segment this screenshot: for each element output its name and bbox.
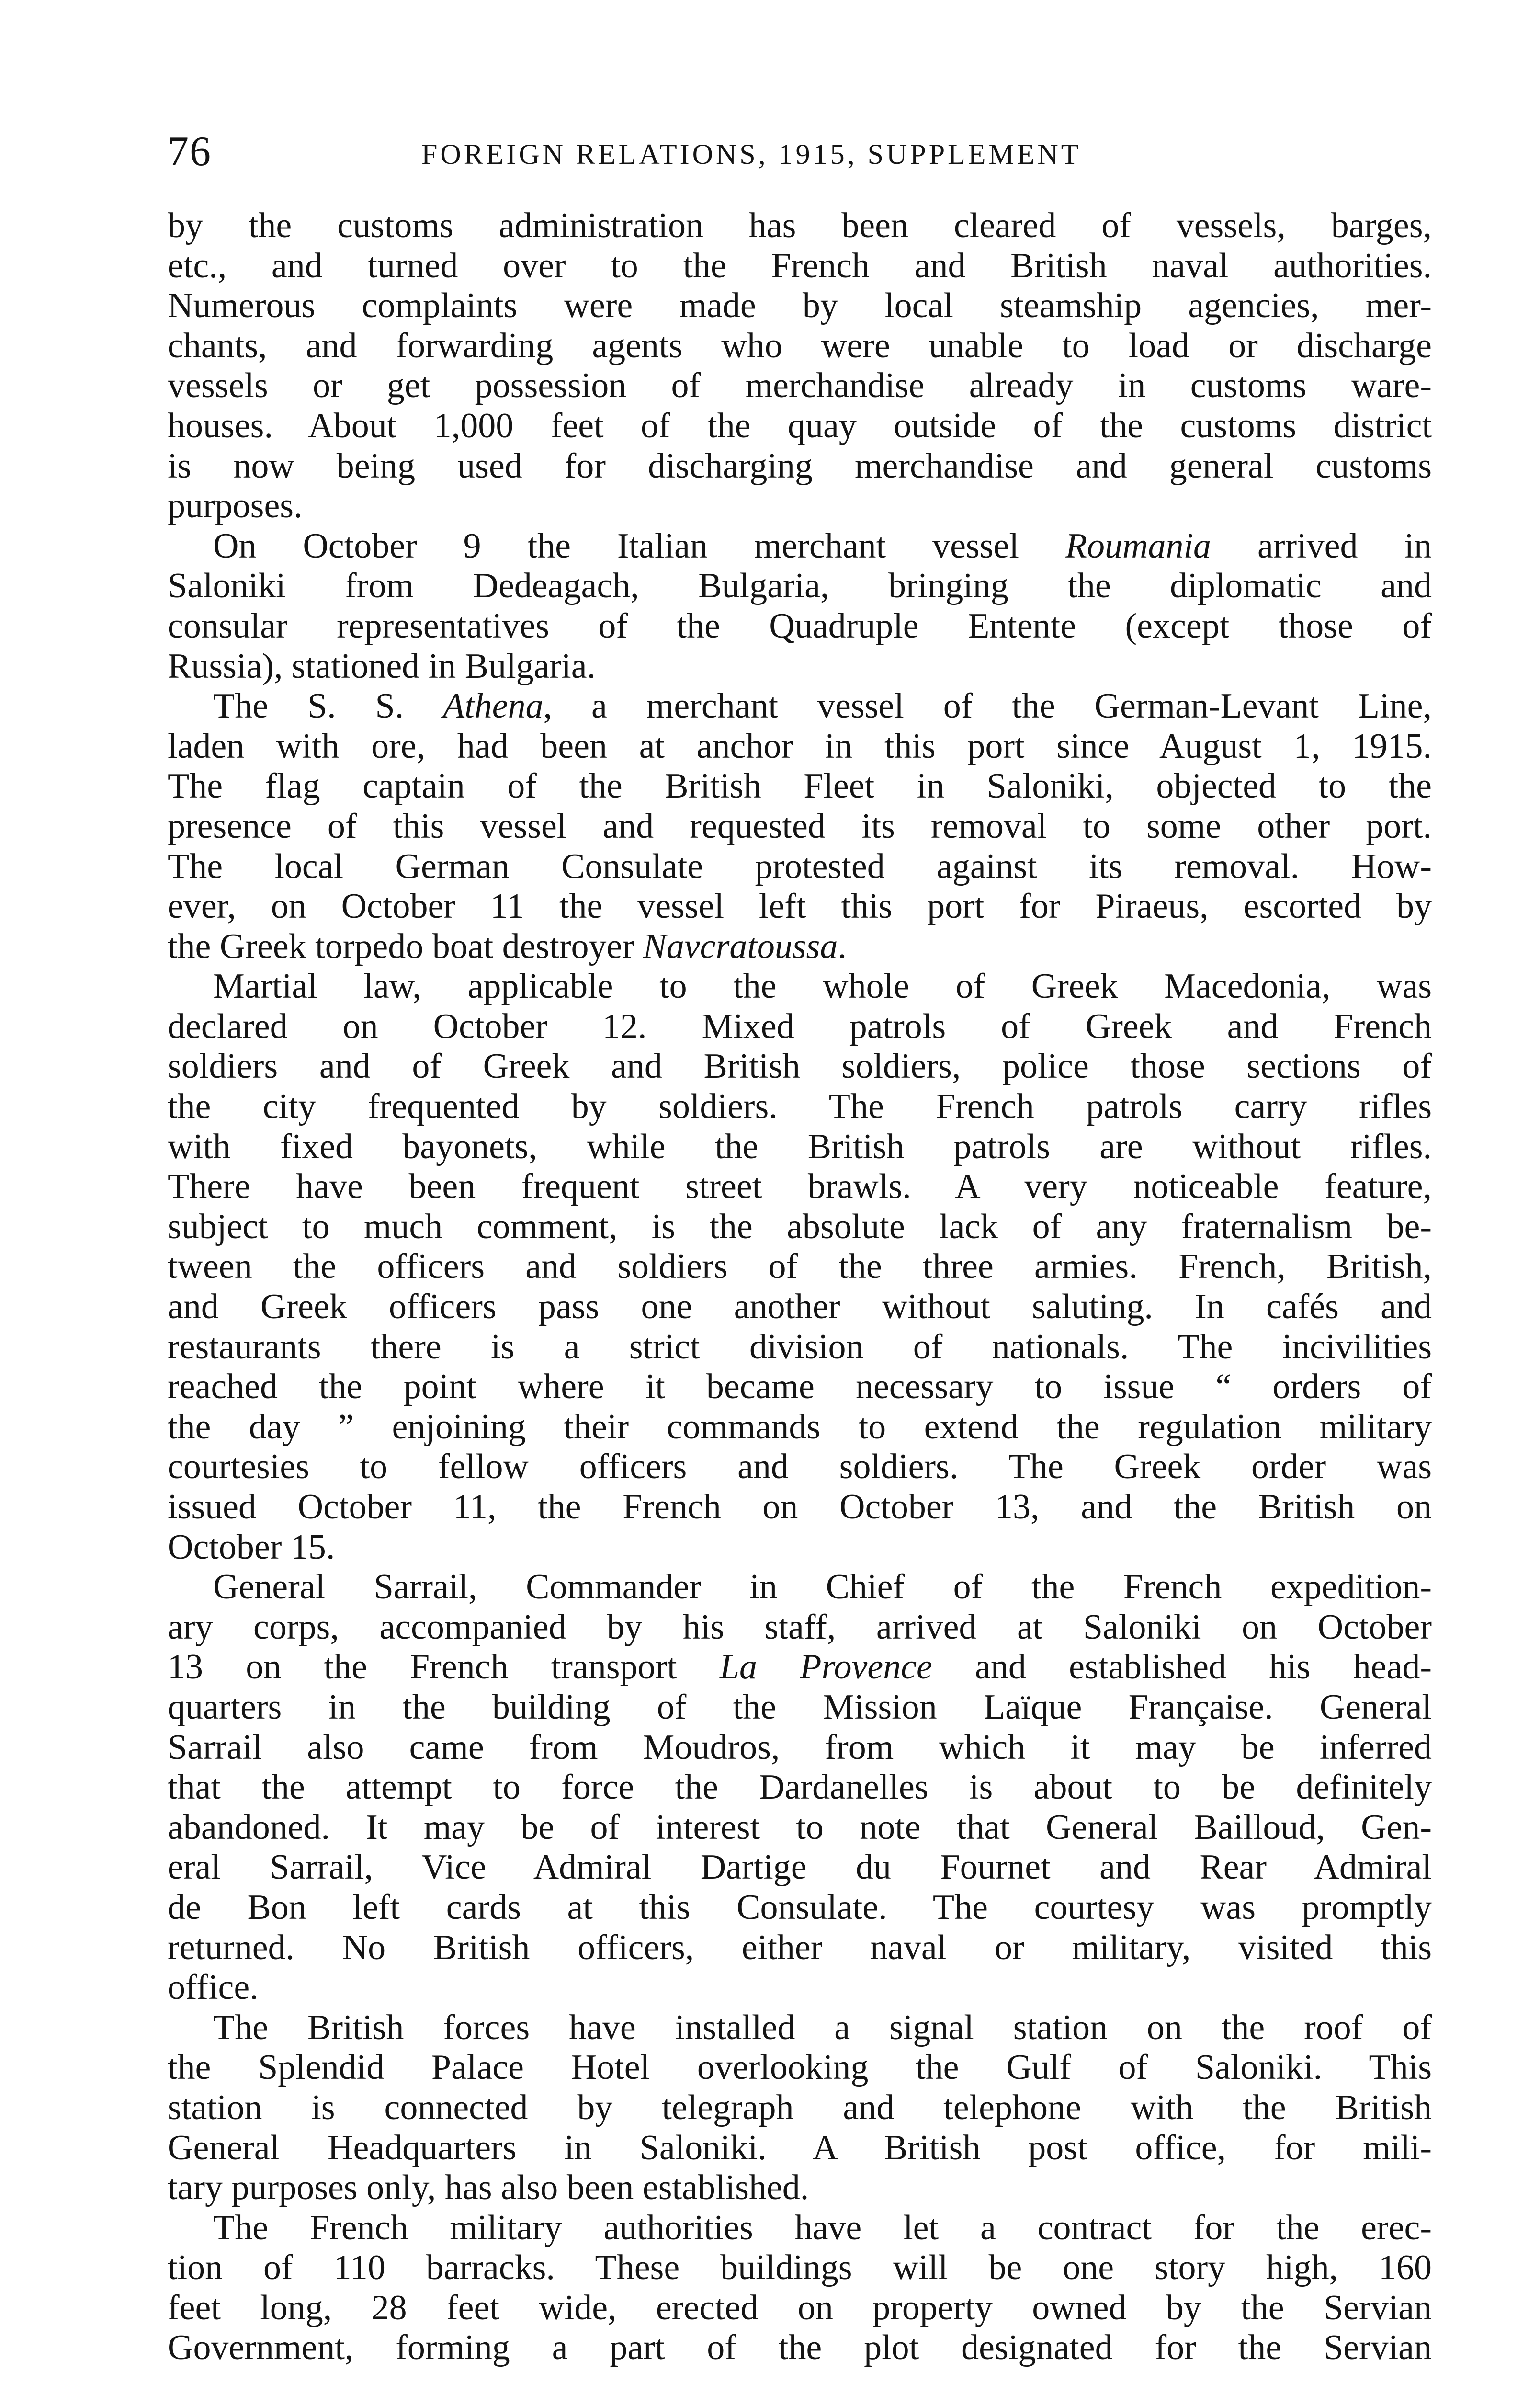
text-line: The local German Consulate protested against its removal. How- xyxy=(168,846,1432,886)
text-line: issued October 11, the French on October 13, and the British on xyxy=(168,1487,1432,1527)
text-line: 13 on the French transport La Provence and established his head- xyxy=(168,1647,1432,1687)
text-line: There have been frequent street brawls. A very noticeable feature, xyxy=(168,1167,1432,1207)
text-line: the Splendid Palace Hotel overlooking the Gulf of Saloniki. This xyxy=(168,2048,1432,2087)
text-line: purposes. xyxy=(168,486,303,526)
text-line: the Greek torpedo boat destroyer Navcratoussa. xyxy=(168,926,847,966)
paragraph xyxy=(168,686,1432,967)
text-line: vessels or get possession of merchandise already in customs ware- xyxy=(168,366,1432,406)
paragraph xyxy=(168,967,1432,1567)
text-line: houses. About 1,000 feet of the quay outside of the customs district xyxy=(168,406,1432,445)
text-line: General Sarrail, Commander in Chief of the French expedition- xyxy=(213,1567,1432,1607)
text-line: the city frequented by soldiers. The French patrols carry rifles xyxy=(168,1087,1432,1127)
text-line: Russia), stationed in Bulgaria. xyxy=(168,646,596,686)
paragraph xyxy=(168,206,1432,526)
text-line: The S. S. Athena, a merchant vessel of the German-Levant Line, xyxy=(213,686,1432,726)
paragraph xyxy=(168,2008,1432,2208)
text-line: Saloniki from Dedeagach, Bulgaria, bringing the diplomatic and xyxy=(168,566,1432,606)
vessel-name: Roumania xyxy=(1065,526,1212,566)
text-line: soldiers and of Greek and British soldiers, police those sections of xyxy=(168,1047,1432,1086)
text-line: tary purposes only, has also been established. xyxy=(168,2168,809,2208)
text-line: ever, on October 11 the vessel left this port for Piraeus, escorted by xyxy=(168,887,1432,926)
text-line: abandoned. It may be of interest to note that General Bailloud, Gen- xyxy=(168,1807,1432,1847)
page-number: 76 xyxy=(168,128,212,175)
text-line: that the attempt to force the Dardanelles is about to be definitely xyxy=(168,1768,1432,1807)
text-line: ary corps, accompanied by his staff, arrived at Saloniki on October xyxy=(168,1607,1432,1647)
text-line: station is connected by telegraph and telephone with the British xyxy=(168,2087,1432,2127)
text-line: chants, and forwarding agents who were unable to load or discharge xyxy=(168,326,1432,365)
text-line: reached the point where it became necessary to issue “ orders of xyxy=(168,1367,1432,1407)
text-line: restaurants there is a strict division of nationals. The incivilities xyxy=(168,1327,1432,1367)
text-line: tween the officers and soldiers of the three armies. French, British, xyxy=(168,1247,1432,1287)
text-line: General Headquarters in Saloniki. A British post office, for mili- xyxy=(168,2128,1432,2167)
text-line: The British forces have installed a signal station on the roof of xyxy=(213,2007,1432,2047)
text-line: returned. No British officers, either naval or military, visited this xyxy=(168,1927,1432,1967)
text-line: quarters in the building of the Mission Laïque Française. General xyxy=(168,1687,1432,1727)
text-line: feet long, 28 feet wide, erected on property owned by the Servian xyxy=(168,2288,1432,2327)
text-line: and Greek officers pass one another without saluting. In cafés and xyxy=(168,1287,1432,1327)
vessel-name: Athena xyxy=(443,686,544,726)
text-line: The French military authorities have let a contract for the erec- xyxy=(213,2208,1432,2247)
text-line: Sarrail also came from Moudros, from which it may be inferred xyxy=(168,1727,1432,1767)
text-line: eral Sarrail, Vice Admiral Dartige du Fournet and Rear Admiral xyxy=(168,1848,1432,1887)
paragraph xyxy=(168,526,1432,686)
vessel-name: La Provence xyxy=(719,1647,932,1687)
running-head xyxy=(168,125,1432,178)
text-line: Numerous complaints were made by local steamship agencies, mer- xyxy=(168,286,1432,326)
text-line: Martial law, applicable to the whole of Greek Macedonia, was xyxy=(213,967,1432,1006)
text-line: consular representatives of the Quadruple Entente (except those of xyxy=(168,606,1432,646)
text-line: October 15. xyxy=(168,1527,335,1567)
paragraph xyxy=(168,1567,1432,2008)
text-line: etc., and turned over to the French and British naval authorities. xyxy=(168,246,1432,285)
text-line: The flag captain of the British Fleet in Saloniki, objected to the xyxy=(168,766,1432,806)
text-line: Government, forming a part of the plot designated for the Servian xyxy=(168,2328,1432,2368)
text-line: office. xyxy=(168,1968,259,2007)
text-line: laden with ore, had been at anchor in this port since August 1, 1915. xyxy=(168,726,1432,766)
text-line: by the customs administration has been cleared of vessels, barges, xyxy=(168,206,1432,245)
text-line: declared on October 12. Mixed patrols of Greek and French xyxy=(168,1006,1432,1046)
text-line: subject to much comment, is the absolute lack of any fraternalism be- xyxy=(168,1207,1432,1246)
running-title: FOREIGN RELATIONS, 1915, SUPPLEMENT xyxy=(421,138,1082,170)
text-line: with fixed bayonets, while the British patrols are without rifles. xyxy=(168,1127,1432,1166)
vessel-name: Navcratoussa xyxy=(643,926,838,966)
text-line: tion of 110 barracks. These buildings will be one story high, 160 xyxy=(168,2248,1432,2288)
text-line: courtesies to fellow officers and soldiers. The Greek order was xyxy=(168,1447,1432,1487)
text-line: On October 9 the Italian merchant vessel Roumania arrived in xyxy=(213,526,1432,566)
text-line: presence of this vessel and requested its removal to some other port. xyxy=(168,806,1432,846)
body-text xyxy=(168,206,1432,2368)
text-line: de Bon left cards at this Consulate. The courtesy was promptly xyxy=(168,1887,1432,1927)
text-line: the day ” enjoining their commands to extend the regulation military xyxy=(168,1407,1432,1447)
text-line: is now being used for discharging merchandise and general customs xyxy=(168,446,1432,486)
paragraph xyxy=(168,2208,1432,2368)
